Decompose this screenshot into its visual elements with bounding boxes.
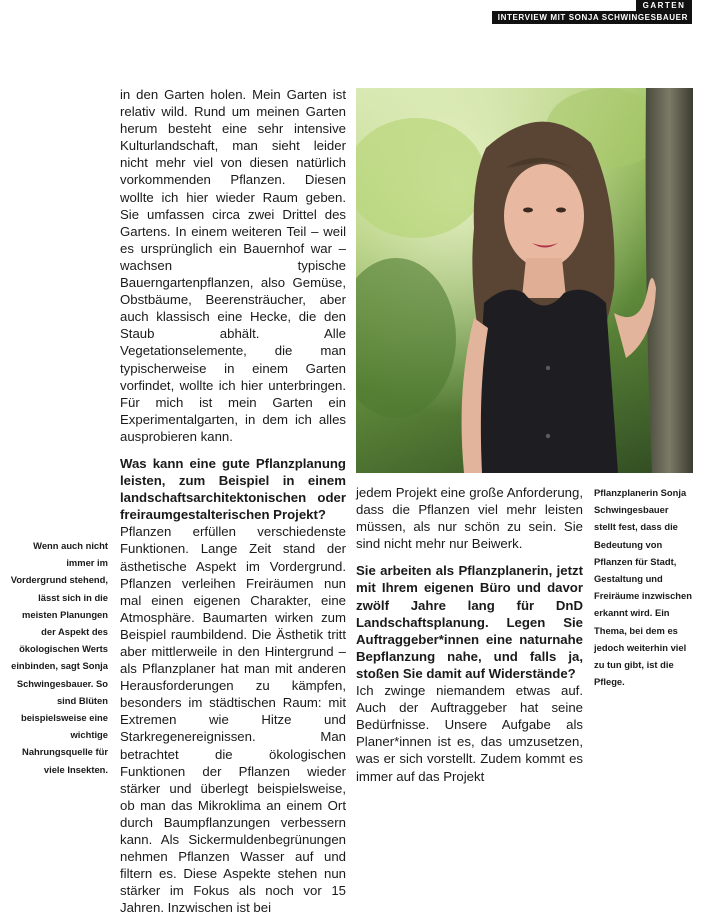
interview-question: Was kann eine gute Pflanzplanung leisten, zum Beispiel in einem landschaftsarchitektonischen oder freiraumgestalterischen Projekt? (120, 455, 346, 523)
page-header (492, 0, 692, 24)
portrait-photo (356, 88, 693, 473)
text-column-2 (356, 484, 583, 785)
text-column-1 (120, 86, 346, 917)
paragraph: jedem Projekt eine große Anforderung, dass die Pflanzen viel mehr leisten müssen, als nur schön zu sein. Sie sind nicht mehr nur Beiwerk. (356, 485, 583, 552)
paragraph: Pflanzen erfüllen verschiedenste Funktionen. Lange Zeit stand der ästhetische Aspekt im Vordergrund. Pflanzen verleihen Freiräumen nun mal einen eigenen Charakter, eine Atmosphäre. Baumarten wirken zum Beispiel raumbildend. Die Ästhetik tritt aber mittlerweile in den Hintergrund – als Pflanzplaner hat man mit anderen Herausforderungen zu kämpfen, besonders im städtischen Raum: mit Extremen wie Hitze und Starkregenereignissen. Man betrachtet die ökologischen Funktionen der Pflanzen wieder stärker und überlegt beispielsweise, ob man das Mikroklima an einem Ort durch Baumpflanzungen verbessern kann. Als Sickermuldenbegrünungen nehmen Pflanzen Wasser auf und filtern es. Diese Aspekte stehen nun stärker im Fokus als noch vor 15 Jahren. Inzwischen ist bei (120, 524, 346, 916)
photo-caption: Pflanzplanerin Sonja Schwingesbauer stellt fest, dass die Bedeutung von Pflanzen für Stadt, Gestaltung und Freiräume inzwischen erkannt wird. Ein Thema, bei dem es jedoch weiterhin viel zu tun gibt, ist die Pflege. (594, 487, 692, 688)
section-tag: GARTEN (636, 0, 692, 11)
caption-left: Wenn auch nicht immer im Vordergrund stehend, lässt sich in die meisten Planungen der Aspekt des ökologischen Werts einbinden, sagt Sonja Schwingesbauer. So sind Blüten beispielsweise eine wichtige Nahrungsquelle für viele Insekten. (10, 540, 108, 775)
paragraph: Ich zwinge niemandem etwas auf. Auch der Auftraggeber hat seine Bedürfnisse. Unsere Aufgabe als Planer*innen ist es, das umzusetzen, was er sich vorstellt. Zudem kommt es immer auf das Projekt (356, 683, 583, 784)
interview-question: Sie arbeiten als Pflanzplanerin, jetzt mit Ihrem eigenen Büro und davor zwölf Jahre lang für DnD Landschaftsplanung. Legen Sie Auftraggeber*innen eine naturnahe Bepflanzung nahe, und falls ja, stoßen Sie damit auf Widerstände? (356, 563, 583, 681)
paragraph: in den Garten holen. Mein Garten ist relativ wild. Rund um meinen Garten herum besteht eine sehr intensive Kulturlandschaft, man sieht leider nicht mehr viel von diesen natürlich vorkommenden Pflanzen. Diesen wollte ich hier wieder Raum geben. Sie umfassen circa zwei Drittel des Gartens. In einem weiteren Teil – weil es ursprünglich ein Bauernhof war – wachsen typische Bauerngartenpflanzen, also Gemüse, Obstbäume, Beerensträucher, aber auch klassisch eine Hecke, die den Staub abhält. Alle Vegetationselemente, die man typischerweise in einem Garten vorfindet, wollte ich hier unterbringen. Für mich ist mein Garten ein Experimentalgarten, in dem ich alles ausprobieren kann. (120, 87, 346, 444)
article-subline: INTERVIEW MIT SONJA SCHWINGESBAUER (492, 11, 692, 24)
